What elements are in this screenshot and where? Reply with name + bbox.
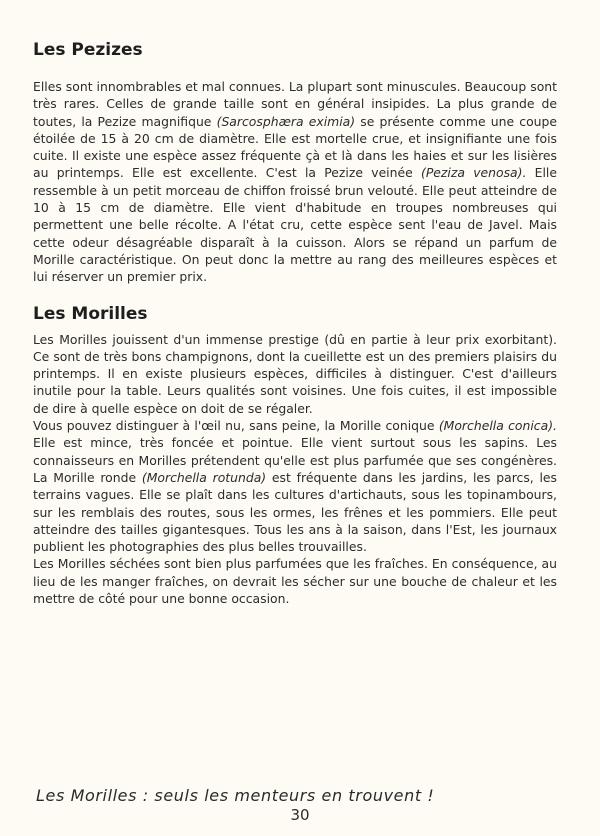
section-body-pezizes [33, 78, 557, 286]
paragraph [33, 417, 557, 555]
text-run: se présente comme une coupe étoilée de 15 à 20 cm de diamètre. Elle est mortelle crue, et insignifiante une fois cuite. Il existe une espèce assez fréquente çà et là dans les haies et sur les lisières au printemps. Elle est excellente. C'est la Pezize veinée [33, 113, 557, 181]
text-run: Les Morilles séchées sont bien plus parfumées que les fraîches. En conséquence, au lieu de les manger fraîches, on devrait les sécher sur une bouche de chaleur et les mettre de côté pour une bonne occasion. [33, 556, 557, 607]
section-body-morilles [33, 331, 557, 608]
text-run: est fréquente dans les jardins, les parcs, les terrains vagues. Elle se plaît dans les cultures d'artichauts, sous les topinambours, sur les remblais des routes, sous les ormes, les frênes et les pommiers. Elle peut atteindre des tailles gigantesques. Tous les ans à la saison, dans l'Est, les journaux publient les photographies des plus belles trouvailles. [33, 469, 558, 555]
text-run: Les Morilles jouissent d'un immense prestige (dû en partie à leur prix exorbitant). Ce sont de très bons champignons, dont la cueillette est un des premiers plaisirs du printemps. Il en existe plusieurs espèces, difficiles à distinguer. C'est d'ailleurs inutile pour la table. Leurs qualités sont voisines. Une fois cuites, il est impossible de dire à quelle espèce on doit de se régaler. [33, 331, 557, 416]
latin-name: (Morchella conica). [438, 418, 557, 434]
paragraph [33, 555, 557, 607]
latin-name: (Peziza venosa). [420, 165, 527, 181]
page-caption: Les Morilles : seuls les menteurs en trouvent ! [36, 786, 435, 805]
text-run: Vous pouvez distinguer à l'œil nu, sans peine, la Morille conique [33, 418, 439, 434]
page-number: 30 [290, 806, 310, 824]
page-content [33, 38, 557, 607]
paragraph [33, 78, 557, 286]
latin-name: (Morchella rotunda) [141, 469, 267, 485]
text-run: Elle est mince, très foncée et pointue. Elle vient surtout sous les sapins. Les connaisseurs en Morilles prétendent qu'elle est plus parfumée que ses congénères. La Morille ronde [33, 435, 557, 485]
paragraph [33, 331, 557, 417]
latin-name: (Sarcosphæra eximia) [216, 113, 356, 129]
section-title-morilles: Les Morilles [33, 303, 148, 324]
text-run: Elle ressemble à un petit morceau de chiffon froissé brun velouté. Elle peut atteindre de 10 à 15 cm de diamètre. Elle vient d'habitude en troupes nombreuses qui permettent une belle récolte. A l'état cru, cette espèce sent l'eau de Javel. Mais cette odeur désagréable disparaît à la cuisson. Alors se répand un parfum de Morille caractéristique. On peut donc la mettre au rang des meilleures espèces et lui réserver un premier prix. [33, 165, 558, 285]
text-run: Elles sont innombrables et mal connues. La plupart sont minuscules. Beaucoup sont très rares. Celles de grande taille sont en général insipides. La plus grande de toutes, la Pezize magnifique [33, 79, 557, 129]
section-title-pezizes: Les Pezizes [33, 40, 143, 60]
